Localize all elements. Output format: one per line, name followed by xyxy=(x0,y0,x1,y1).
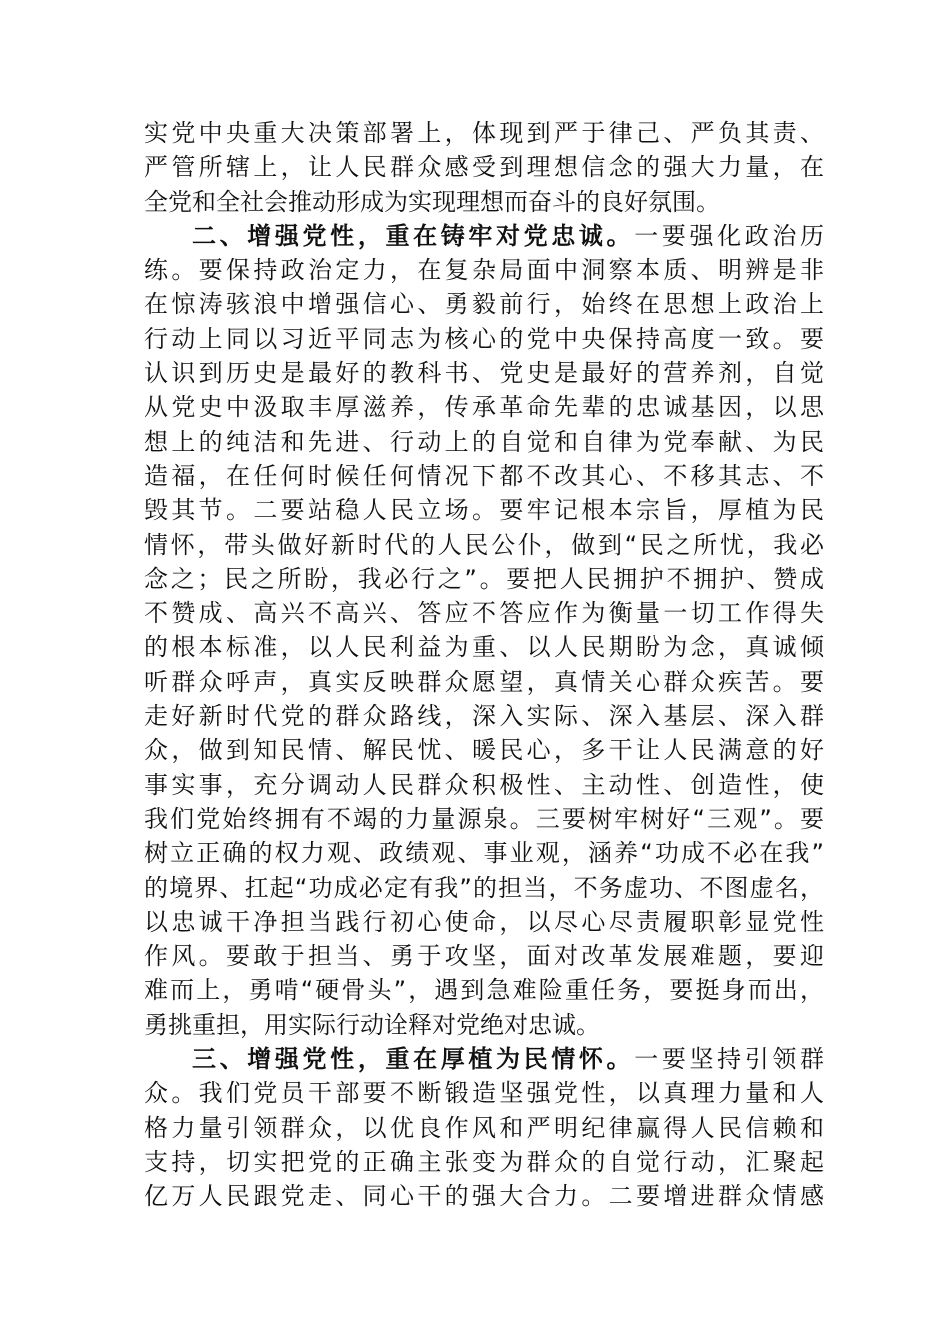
text-line: 严管所辖上，让人民群众感受到理想信念的强大力量，在 xyxy=(144,153,824,182)
text-line: 众。我们党员干部要不断锻造坚强党性，以真理力量和人 xyxy=(144,1079,824,1108)
text-line: 全党和全社会推动形成为实现理想而奋斗的良好氛围。 xyxy=(144,187,720,216)
text-line: 造福，在任何时候任何情况下都不改其心、不移其志、不 xyxy=(144,461,824,490)
text-line: 事实事，充分调动人民群众积极性、主动性、创造性，使 xyxy=(144,770,824,799)
text-line: 格力量引领群众，以优良作风和严明纪律赢得人民信赖和 xyxy=(144,1113,824,1142)
document-body xyxy=(144,116,824,1214)
text-line: 听群众呼声，真实反映群众愿望，真情关心群众疾苦。要 xyxy=(144,667,824,696)
text-line: 我们党始终拥有不竭的力量源泉。三要树牢树好“三观”。要 xyxy=(144,804,824,833)
text-line: 不赞成、高兴不高兴、答应不答应作为衡量一切工作得失 xyxy=(144,599,824,628)
text-line: 走好新时代党的群众路线，深入实际、深入基层、深入群 xyxy=(144,702,824,731)
section-heading-line xyxy=(144,1042,824,1076)
section-heading: 三、增强党性，重在厚植为民情怀。 xyxy=(192,1045,635,1074)
text-line: 认识到历史是最好的教科书、党史是最好的营养剂，自觉 xyxy=(144,359,824,388)
text-line: 树立正确的权力观、政绩观、事业观，涵养“功成不必在我” xyxy=(144,839,824,868)
text-run: 一要强化政治历 xyxy=(634,221,825,250)
section-heading-line xyxy=(144,219,824,253)
text-line: 想上的纯洁和先进、行动上的自觉和自律为党奉献、为民 xyxy=(144,427,824,456)
text-line: 练。要保持政治定力，在复杂局面中洞察本质、明辨是非 xyxy=(144,256,824,285)
text-line: 勇挑重担，用实际行动诠释对党绝对忠诚。 xyxy=(144,1010,600,1039)
section-heading: 二、增强党性，重在铸牢对党忠诚。 xyxy=(192,221,635,250)
text-line: 众，做到知民情、解民忧、暖民心，多干让人民满意的好 xyxy=(144,736,824,765)
text-line: 难而上，勇啃“硬骨头”，遇到急难险重任务，要挺身而出， xyxy=(144,976,824,1005)
text-line: 念之；民之所盼，我必行之”。要把人民拥护不拥护、赞成 xyxy=(144,564,824,593)
text-line: 从党史中汲取丰厚滋养，传承革命先辈的忠诚基因，以思 xyxy=(144,393,824,422)
text-line: 行动上同以习近平同志为核心的党中央保持高度一致。要 xyxy=(144,324,824,353)
text-run: 一要坚持引领群 xyxy=(634,1045,825,1074)
text-line: 作风。要敢于担当、勇于攻坚，面对改革发展难题，要迎 xyxy=(144,942,824,971)
text-line: 的根本标准，以人民利益为重、以人民期盼为念，真诚倾 xyxy=(144,633,824,662)
text-line: 实党中央重大决策部署上，体现到严于律己、严负其责、 xyxy=(144,119,824,147)
text-line: 以忠诚干净担当践行初心使命，以尽心尽责履职彰显党性 xyxy=(144,907,824,936)
text-line: 毁其节。二要站稳人民立场。要牢记根本宗旨，厚植为民 xyxy=(144,496,824,525)
text-line: 在惊涛骇浪中增强信心、勇毅前行，始终在思想上政治上 xyxy=(144,290,824,319)
text-line: 的境界、扛起“功成必定有我”的担当，不务虚功、不图虚名， xyxy=(144,873,824,902)
text-line: 亿万人民跟党走、同心干的强大合力。二要增进群众情感 xyxy=(144,1182,824,1211)
text-line: 支持，切实把党的正确主张变为群众的自觉行动，汇聚起 xyxy=(144,1147,824,1176)
text-line: 情怀，带头做好新时代的人民公仆，做到“民之所忧，我必 xyxy=(144,530,824,559)
